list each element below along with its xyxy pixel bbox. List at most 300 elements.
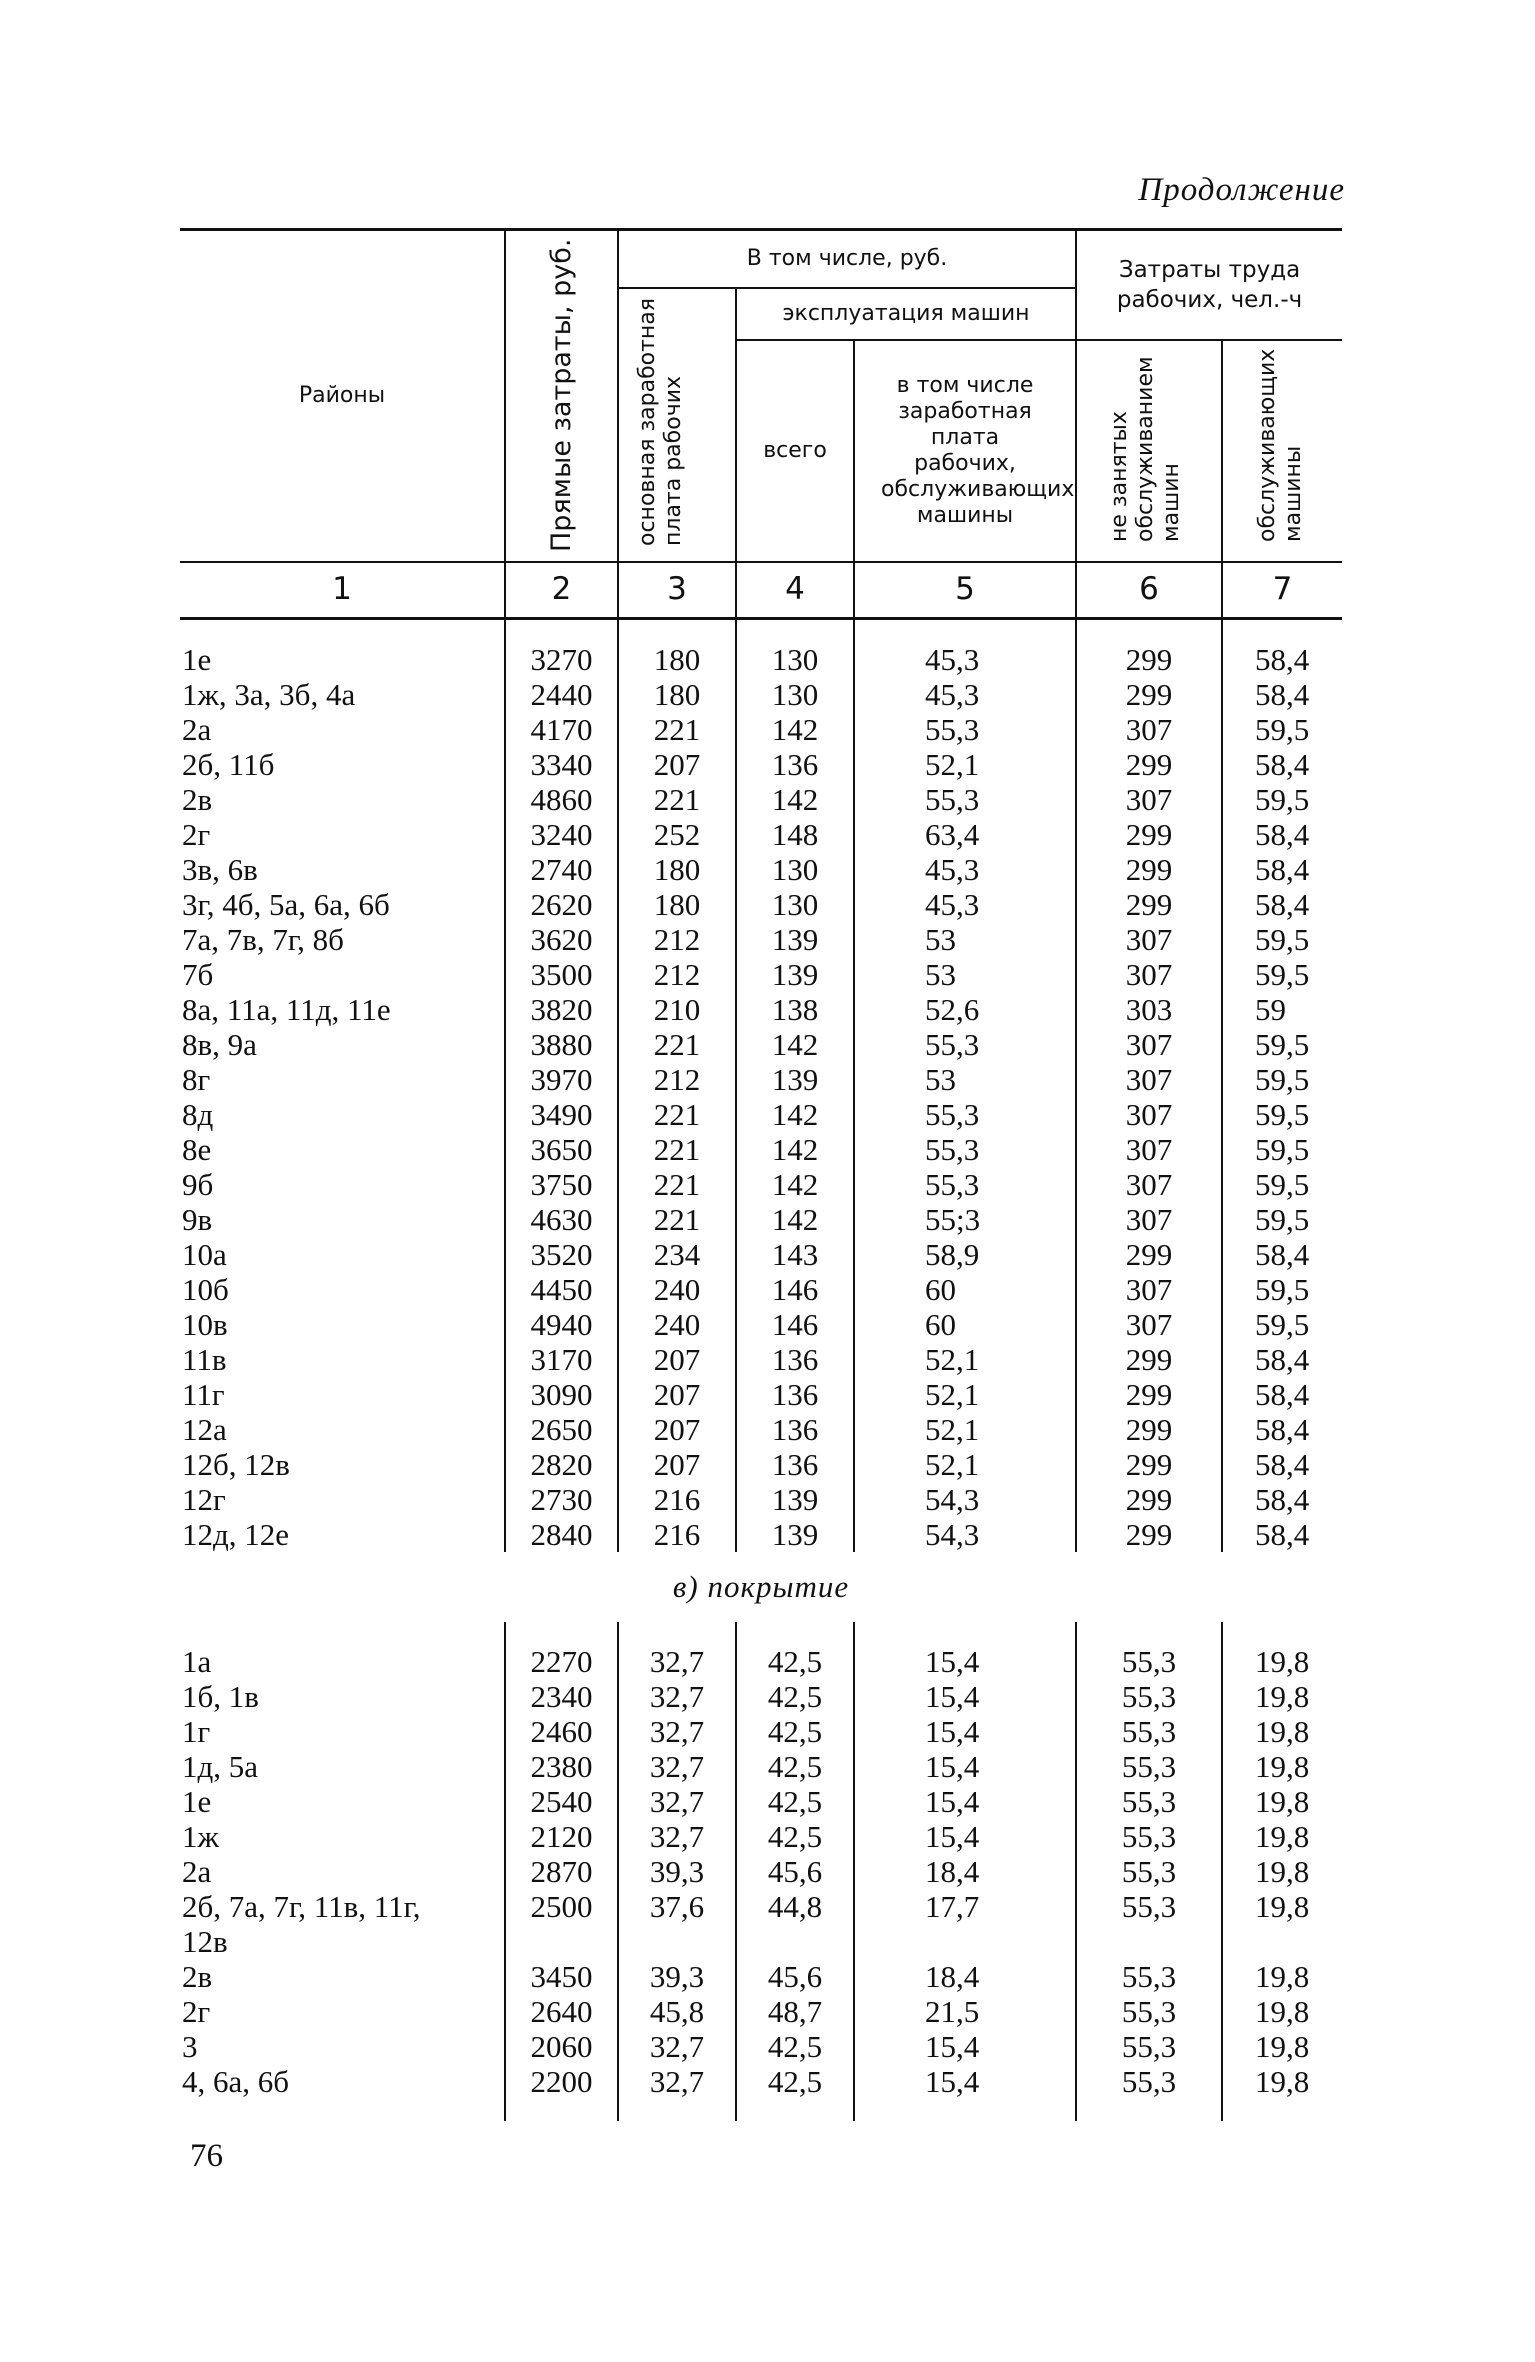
cell-col-3: 207 — [618, 1342, 736, 1377]
cell-col-5: 55;3 — [854, 1202, 1076, 1237]
cell-col-2: 3820 — [505, 992, 618, 1027]
continuation-label: Продолжение — [1138, 172, 1345, 208]
cell-col-5: 60 — [854, 1307, 1076, 1342]
table-row — [180, 1679, 1342, 1714]
cell-col-5: 15,4 — [854, 1679, 1076, 1714]
header-osnovnaya-text: основная заработная плата рабочих — [635, 297, 686, 546]
cell-col-3: 212 — [618, 922, 736, 957]
cell-col-4: 146 — [736, 1272, 854, 1307]
cell-col-2: 2740 — [505, 852, 618, 887]
cell-col-7: 59 — [1255, 991, 1287, 1027]
cell-col-7: 19,8 — [1255, 1853, 1310, 1889]
cell-col-3: 207 — [618, 747, 736, 782]
cell-col-6: 55,3 — [1076, 1749, 1222, 1784]
cell-col-4: 142 — [736, 782, 854, 817]
cell-col-2: 2870 — [505, 1854, 618, 1889]
cell-col-5 — [854, 1924, 1076, 1959]
cell-col-7: 59,5 — [1255, 1061, 1310, 1097]
cell-col-6: 307 — [1076, 1097, 1222, 1132]
cell-col-6: 299 — [1076, 1377, 1222, 1412]
cell-col-1: 2а — [180, 712, 505, 747]
cell-col-3: 32,7 — [618, 1679, 736, 1714]
table-row — [180, 1307, 1342, 1342]
cell-col-2: 3090 — [505, 1377, 618, 1412]
table-row — [180, 992, 1342, 1027]
cell-col-1: 11в — [180, 1342, 505, 1377]
cell-col-1: 10а — [180, 1237, 505, 1272]
table-row — [180, 1924, 1342, 1959]
cell-col-1: 10б — [180, 1272, 505, 1307]
header-zatraty-truda: Затраты труда рабочих, чел.-ч — [1076, 230, 1342, 340]
cell-col-4: 42,5 — [736, 2064, 854, 2099]
cell-col-7: 59,5 — [1255, 921, 1310, 957]
cell-col-3: 212 — [618, 1062, 736, 1097]
cell-col-1: 8а, 11а, 11д, 11е — [180, 992, 505, 1027]
cell-col-2: 2440 — [505, 677, 618, 712]
cell-col-5: 17,7 — [854, 1889, 1076, 1924]
cell-col-4: 136 — [736, 1377, 854, 1412]
cell-col-1: 2б, 7а, 7г, 11в, 11г, — [180, 1889, 505, 1924]
cell-col-2: 4170 — [505, 712, 618, 747]
cell-col-1: 12д, 12е — [180, 1517, 505, 1552]
cell-col-5: 45,3 — [854, 852, 1076, 887]
cell-col-5: 54,3 — [854, 1482, 1076, 1517]
cell-col-4: 142 — [736, 1027, 854, 1062]
table-row — [180, 1377, 1342, 1412]
cell-col-7: 59,5 — [1255, 1271, 1310, 1307]
cell-col-7: 58,4 — [1255, 816, 1310, 852]
cell-col-5: 52,1 — [854, 1377, 1076, 1412]
cell-col-5: 45,3 — [854, 642, 1076, 677]
cell-col-3: 240 — [618, 1272, 736, 1307]
cell-col-3: 32,7 — [618, 2029, 736, 2064]
table-row — [180, 642, 1342, 677]
cell-col-4: 130 — [736, 887, 854, 922]
header-osnovnaya — [618, 288, 736, 562]
cell-col-4: 42,5 — [736, 1714, 854, 1749]
cell-col-6: 299 — [1076, 887, 1222, 922]
cell-col-2: 4860 — [505, 782, 618, 817]
cell-col-3: 221 — [618, 1097, 736, 1132]
header-ekspluatatsiya: эксплуатация машин — [736, 288, 1076, 340]
cell-col-1: 2в — [180, 1959, 505, 1994]
header-rayony: Районы — [180, 230, 505, 562]
cell-col-1: 1д, 5а — [180, 1749, 505, 1784]
table-row — [180, 1027, 1342, 1062]
cell-col-5: 18,4 — [854, 1959, 1076, 1994]
cell-col-1: 3г, 4б, 5а, 6а, 6б — [180, 887, 505, 922]
cell-col-6: 303 — [1076, 992, 1222, 1027]
cell-col-1: 11г — [180, 1377, 505, 1412]
cell-col-3: 221 — [618, 1167, 736, 1202]
cell-col-2: 2380 — [505, 1749, 618, 1784]
cell-col-3: 39,3 — [618, 1854, 736, 1889]
header-ne-zanyatyh-text: не занятых обслуживанием машин — [1107, 356, 1185, 542]
cell-col-2: 2340 — [505, 1679, 618, 1714]
cell-col-2: 2200 — [505, 2064, 618, 2099]
cell-col-7: 59,5 — [1255, 1131, 1310, 1167]
cell-col-6: 55,3 — [1076, 1889, 1222, 1924]
cell-col-2: 2270 — [505, 1644, 618, 1679]
cell-col-3: 180 — [618, 642, 736, 677]
cell-col-3: 180 — [618, 677, 736, 712]
cell-col-4 — [736, 1924, 854, 1959]
cell-col-4: 146 — [736, 1307, 854, 1342]
cell-col-3: 39,3 — [618, 1959, 736, 1994]
table-row — [180, 1819, 1342, 1854]
cell-col-6: 307 — [1076, 712, 1222, 747]
cell-col-3: 252 — [618, 817, 736, 852]
cell-col-1: 12а — [180, 1412, 505, 1447]
table-row — [180, 1132, 1342, 1167]
cell-col-2: 2840 — [505, 1517, 618, 1552]
cell-col-7: 19,8 — [1255, 2028, 1310, 2064]
cell-col-1: 4, 6а, 6б — [180, 2064, 505, 2099]
cell-col-6 — [1076, 1924, 1222, 1959]
cell-col-5: 55,3 — [854, 712, 1076, 747]
cell-col-5: 21,5 — [854, 1994, 1076, 2029]
cell-col-2: 3620 — [505, 922, 618, 957]
cell-col-6: 307 — [1076, 922, 1222, 957]
cell-col-3: 180 — [618, 852, 736, 887]
cell-col-2: 4940 — [505, 1307, 618, 1342]
cell-col-2: 3880 — [505, 1027, 618, 1062]
cell-col-3: 240 — [618, 1307, 736, 1342]
data-table — [180, 228, 1342, 2121]
cell-col-5: 60 — [854, 1272, 1076, 1307]
cell-col-2: 3650 — [505, 1132, 618, 1167]
cell-col-3: 180 — [618, 887, 736, 922]
col-number: 7 — [1222, 562, 1342, 619]
cell-col-5: 15,4 — [854, 2064, 1076, 2099]
cell-col-7: 19,8 — [1255, 1678, 1310, 1714]
cell-col-1: 1г — [180, 1714, 505, 1749]
column-number-row — [180, 562, 1342, 619]
cell-col-3: 207 — [618, 1377, 736, 1412]
cell-col-6: 299 — [1076, 1412, 1222, 1447]
table-row — [180, 1749, 1342, 1784]
table-row — [180, 1994, 1342, 2029]
cell-col-3: 216 — [618, 1517, 736, 1552]
cell-col-6: 55,3 — [1076, 2029, 1222, 2064]
cell-col-5: 55,3 — [854, 1132, 1076, 1167]
cell-col-2: 3970 — [505, 1062, 618, 1097]
cell-col-3: 32,7 — [618, 1749, 736, 1784]
table-row — [180, 1272, 1342, 1307]
cell-col-5: 45,3 — [854, 677, 1076, 712]
cell-col-4: 148 — [736, 817, 854, 852]
cell-col-2: 3490 — [505, 1097, 618, 1132]
cell-col-6: 307 — [1076, 1272, 1222, 1307]
cell-col-3: 216 — [618, 1482, 736, 1517]
cell-col-5: 52,1 — [854, 1447, 1076, 1482]
cell-col-4: 136 — [736, 1447, 854, 1482]
cell-col-2: 3270 — [505, 642, 618, 677]
cell-col-3: 212 — [618, 957, 736, 992]
cell-col-7: 19,8 — [1255, 1818, 1310, 1854]
page-number: 76 — [190, 2138, 223, 2174]
table-body-section-a — [180, 618, 1342, 1552]
cell-col-7: 59,5 — [1255, 956, 1310, 992]
header-ne-zanyatyh — [1076, 340, 1222, 562]
cell-col-7: 58,4 — [1255, 886, 1310, 922]
cell-col-5: 15,4 — [854, 1749, 1076, 1784]
cell-col-5: 15,4 — [854, 2029, 1076, 2064]
cell-col-7: 19,8 — [1255, 1958, 1310, 1994]
cell-col-4: 138 — [736, 992, 854, 1027]
cell-col-6: 307 — [1076, 1132, 1222, 1167]
cell-col-3: 207 — [618, 1447, 736, 1482]
cell-col-5: 53 — [854, 922, 1076, 957]
cell-col-2: 2650 — [505, 1412, 618, 1447]
cell-col-2: 3340 — [505, 747, 618, 782]
cell-col-1: 12в — [180, 1924, 505, 1959]
cell-col-1: 1ж — [180, 1819, 505, 1854]
table-row — [180, 1412, 1342, 1447]
cell-col-7: 58,4 — [1255, 1446, 1310, 1482]
cell-col-7: 58,4 — [1255, 641, 1310, 677]
cell-col-2: 3450 — [505, 1959, 618, 1994]
cell-col-1: 9б — [180, 1167, 505, 1202]
table-row — [180, 1062, 1342, 1097]
cell-col-4: 136 — [736, 1342, 854, 1377]
table-row — [180, 1644, 1342, 1679]
cell-col-1: 2в — [180, 782, 505, 817]
cell-col-3: 221 — [618, 782, 736, 817]
cell-col-4: 139 — [736, 957, 854, 992]
cell-col-6: 55,3 — [1076, 1959, 1222, 1994]
cell-col-4: 139 — [736, 1062, 854, 1097]
cell-col-2 — [505, 1924, 618, 1959]
cell-col-1: 7б — [180, 957, 505, 992]
cell-col-4: 45,6 — [736, 1854, 854, 1889]
table-row — [180, 852, 1342, 887]
cell-col-6: 299 — [1076, 677, 1222, 712]
table-row — [180, 1854, 1342, 1889]
cell-col-6: 55,3 — [1076, 1714, 1222, 1749]
cell-col-3: 207 — [618, 1412, 736, 1447]
cell-col-7: 58,4 — [1255, 746, 1310, 782]
col-number: 2 — [505, 562, 618, 619]
cell-col-2: 4450 — [505, 1272, 618, 1307]
cell-col-7: 59,5 — [1255, 781, 1310, 817]
cell-col-1: 2а — [180, 1854, 505, 1889]
cell-col-5: 53 — [854, 1062, 1076, 1097]
table-row — [180, 1167, 1342, 1202]
cell-col-3: 45,8 — [618, 1994, 736, 2029]
cell-col-7: 59,5 — [1255, 1306, 1310, 1342]
cell-col-4: 130 — [736, 677, 854, 712]
cell-col-6: 55,3 — [1076, 1679, 1222, 1714]
header-pryamye — [505, 230, 618, 562]
header-v-tom-chisle-zp: в том числе заработная плата рабочих, обслуживающих машины — [854, 340, 1076, 562]
cell-col-4: 142 — [736, 1202, 854, 1237]
col-number: 6 — [1076, 562, 1222, 619]
header-vsego: всего — [736, 340, 854, 562]
cell-col-1: 1а — [180, 1644, 505, 1679]
cell-col-2: 2460 — [505, 1714, 618, 1749]
cell-col-5: 52,1 — [854, 1342, 1076, 1377]
cell-col-5: 52,1 — [854, 747, 1076, 782]
table-row — [180, 1714, 1342, 1749]
cell-col-5: 15,4 — [854, 1819, 1076, 1854]
cell-col-6: 307 — [1076, 1202, 1222, 1237]
table-row — [180, 1889, 1342, 1924]
cell-col-1: 12г — [180, 1482, 505, 1517]
table-row — [180, 922, 1342, 957]
cell-col-3: 32,7 — [618, 1819, 736, 1854]
cell-col-6: 55,3 — [1076, 2064, 1222, 2099]
cell-col-6: 55,3 — [1076, 1819, 1222, 1854]
cell-col-6: 307 — [1076, 1027, 1222, 1062]
cell-col-1: 1ж, 3а, 3б, 4а — [180, 677, 505, 712]
cell-col-5: 18,4 — [854, 1854, 1076, 1889]
cell-col-2: 3170 — [505, 1342, 618, 1377]
table-row — [180, 1237, 1342, 1272]
section-b-label: в) покрытие — [672, 1569, 850, 1604]
header-pryamye-text: Прямые затраты, руб. — [545, 238, 577, 553]
cell-col-4: 142 — [736, 1167, 854, 1202]
cell-col-4: 143 — [736, 1237, 854, 1272]
cell-col-4: 42,5 — [736, 1644, 854, 1679]
cell-col-3: 234 — [618, 1237, 736, 1272]
cell-col-4: 42,5 — [736, 1749, 854, 1784]
cell-col-1: 8г — [180, 1062, 505, 1097]
cell-col-3: 221 — [618, 1202, 736, 1237]
cell-col-3: 37,6 — [618, 1889, 736, 1924]
cell-col-5: 15,4 — [854, 1784, 1076, 1819]
header-obsluzhivayuschih — [1222, 340, 1342, 562]
cell-col-4: 44,8 — [736, 1889, 854, 1924]
cell-col-2: 2730 — [505, 1482, 618, 1517]
cell-col-7: 58,4 — [1255, 676, 1310, 712]
cell-col-2: 3240 — [505, 817, 618, 852]
cell-col-4: 130 — [736, 642, 854, 677]
cell-col-1: 3 — [180, 2029, 505, 2064]
cell-col-3: 32,7 — [618, 1714, 736, 1749]
cell-col-7: 58,4 — [1255, 1516, 1310, 1552]
cell-col-7: 59,5 — [1255, 1166, 1310, 1202]
cell-col-7: 19,8 — [1255, 1993, 1310, 2029]
cell-col-2: 2820 — [505, 1447, 618, 1482]
col-number: 5 — [854, 562, 1076, 619]
table-row — [180, 2064, 1342, 2099]
cell-col-1: 10в — [180, 1307, 505, 1342]
cell-col-3: 32,7 — [618, 1644, 736, 1679]
cell-col-6: 55,3 — [1076, 1854, 1222, 1889]
cell-col-2: 2620 — [505, 887, 618, 922]
cell-col-3: 210 — [618, 992, 736, 1027]
col-number: 3 — [618, 562, 736, 619]
table-row — [180, 1784, 1342, 1819]
cell-col-6: 299 — [1076, 1482, 1222, 1517]
cell-col-7: 19,8 — [1255, 1888, 1310, 1924]
cell-col-7: 19,8 — [1255, 1643, 1310, 1679]
cell-col-1: 1б, 1в — [180, 1679, 505, 1714]
table-row — [180, 887, 1342, 922]
cell-col-6: 55,3 — [1076, 1644, 1222, 1679]
cell-col-3: 221 — [618, 1132, 736, 1167]
cell-col-1: 12б, 12в — [180, 1447, 505, 1482]
cell-col-7: 59,5 — [1255, 1026, 1310, 1062]
table-row — [180, 1202, 1342, 1237]
cell-col-1: 8в, 9а — [180, 1027, 505, 1062]
cell-col-6: 299 — [1076, 747, 1222, 782]
table-row — [180, 1447, 1342, 1482]
cell-col-4: 42,5 — [736, 1784, 854, 1819]
cell-col-7: 19,8 — [1255, 1713, 1310, 1749]
cell-col-7: 19,8 — [1255, 1748, 1310, 1784]
table-row — [180, 817, 1342, 852]
cell-col-4: 130 — [736, 852, 854, 887]
cell-col-5: 45,3 — [854, 887, 1076, 922]
cell-col-6: 307 — [1076, 1307, 1222, 1342]
cell-col-6: 299 — [1076, 1342, 1222, 1377]
cell-col-5: 52,6 — [854, 992, 1076, 1027]
cell-col-5: 55,3 — [854, 1167, 1076, 1202]
section-b-header — [180, 1552, 1342, 1644]
cell-col-6: 55,3 — [1076, 1784, 1222, 1819]
table-row — [180, 712, 1342, 747]
cell-col-6: 307 — [1076, 1167, 1222, 1202]
cell-col-4: 139 — [736, 922, 854, 957]
cell-col-1: 8д — [180, 1097, 505, 1132]
cell-col-5: 53 — [854, 957, 1076, 992]
cell-col-3: 32,7 — [618, 1784, 736, 1819]
table-row — [180, 957, 1342, 992]
cell-col-5: 15,4 — [854, 1644, 1076, 1679]
cell-col-2: 2540 — [505, 1784, 618, 1819]
cell-col-3: 221 — [618, 712, 736, 747]
cell-col-1: 3в, 6в — [180, 852, 505, 887]
cell-col-6: 299 — [1076, 1447, 1222, 1482]
cell-col-6: 299 — [1076, 817, 1222, 852]
cell-col-7: 59,5 — [1255, 1096, 1310, 1132]
cell-col-4: 42,5 — [736, 1679, 854, 1714]
cell-col-5: 15,4 — [854, 1714, 1076, 1749]
table-row — [180, 747, 1342, 782]
cell-col-6: 299 — [1076, 852, 1222, 887]
table-row — [180, 1342, 1342, 1377]
cell-col-7: 58,4 — [1255, 851, 1310, 887]
cell-col-1: 9в — [180, 1202, 505, 1237]
cell-col-3: 32,7 — [618, 2064, 736, 2099]
cell-col-4: 45,6 — [736, 1959, 854, 1994]
cell-col-5: 55,3 — [854, 1097, 1076, 1132]
cell-col-3: 221 — [618, 1027, 736, 1062]
table-row — [180, 677, 1342, 712]
cell-col-6: 307 — [1076, 1062, 1222, 1097]
table-row — [180, 1482, 1342, 1517]
cell-col-7: 19,8 — [1255, 2063, 1310, 2099]
cell-col-6: 299 — [1076, 1517, 1222, 1552]
table-row — [180, 1959, 1342, 1994]
cell-col-6: 299 — [1076, 1237, 1222, 1272]
cell-col-4: 136 — [736, 1412, 854, 1447]
cell-col-4: 142 — [736, 1132, 854, 1167]
table-header — [180, 230, 1342, 619]
cell-col-2: 2060 — [505, 2029, 618, 2064]
cell-col-5: 58,9 — [854, 1237, 1076, 1272]
cell-col-5: 52,1 — [854, 1412, 1076, 1447]
cell-col-7: 58,4 — [1255, 1236, 1310, 1272]
cell-col-2: 3520 — [505, 1237, 618, 1272]
cell-col-4: 142 — [736, 1097, 854, 1132]
cell-col-4: 42,5 — [736, 2029, 854, 2064]
cell-col-3 — [618, 1924, 736, 1959]
cell-col-7: 58,4 — [1255, 1481, 1310, 1517]
header-obsluzhivayuschih-text: обслуживающих машины — [1254, 348, 1306, 542]
